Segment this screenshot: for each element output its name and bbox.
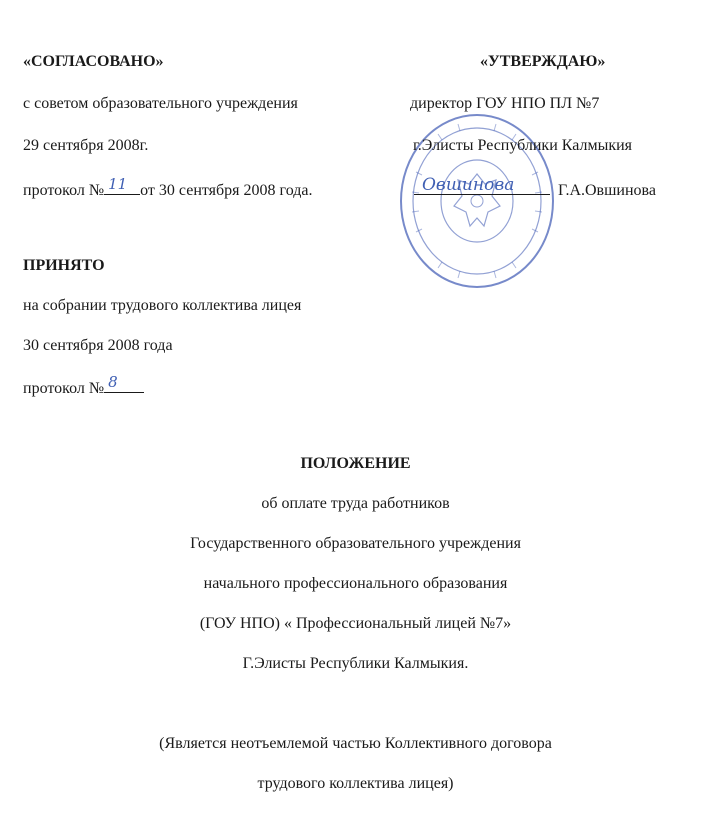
agreed-protocol-line (23, 175, 313, 201)
accepted-protocol-line (23, 373, 144, 399)
agreed-protocol-suffix: от 30 сентября 2008 года. (140, 182, 313, 199)
note-line-contract: (Является неотъемлемой частью Коллективного договора (159, 735, 552, 752)
approve-signatory: Г.А.Овшинова (558, 182, 656, 199)
agreed-line-council: с советом образовательного учреждения (23, 95, 298, 112)
title-line-lyceum: (ГОУ НПО) « Профессиональный лицей №7» (199, 615, 512, 632)
accepted-heading: ПРИНЯТО (23, 257, 105, 274)
title-line-education: начального профессионального образования (203, 575, 508, 592)
approve-heading: «УТВЕРЖДАЮ» (480, 53, 606, 70)
accepted-protocol-prefix: протокол № (23, 380, 105, 397)
handwritten-signature (414, 168, 554, 198)
accepted-line-meeting: на собрании трудового коллектива лицея (23, 297, 302, 314)
signature-text: Овшинова (422, 175, 515, 195)
title-line-institution: Государственного образовательного учреждения (190, 535, 521, 552)
agreed-protocol-number-field (104, 175, 140, 195)
approve-line-director: директор ГОУ НПО ПЛ №7 (410, 95, 600, 112)
title-line-subject: об оплате труда работников (261, 495, 450, 512)
agreed-line-date: 29 сентября 2008г. (23, 137, 149, 154)
note-line-collective: трудового коллектива лицея) (257, 775, 454, 792)
title-line-city: Г.Элисты Республики Калмыкия. (242, 655, 469, 672)
approve-line-city: г.Элисты Республики Калмыкия (413, 137, 633, 154)
agreed-protocol-prefix: протокол № (23, 182, 105, 199)
accepted-line-date: 30 сентября 2008 года (23, 337, 173, 354)
document-title: ПОЛОЖЕНИЕ (300, 455, 411, 472)
accepted-protocol-number-field (104, 373, 144, 393)
agreed-heading: «СОГЛАСОВАНО» (23, 53, 164, 70)
accepted-protocol-number: 8 (108, 373, 118, 391)
agreed-protocol-number: 11 (108, 175, 128, 193)
